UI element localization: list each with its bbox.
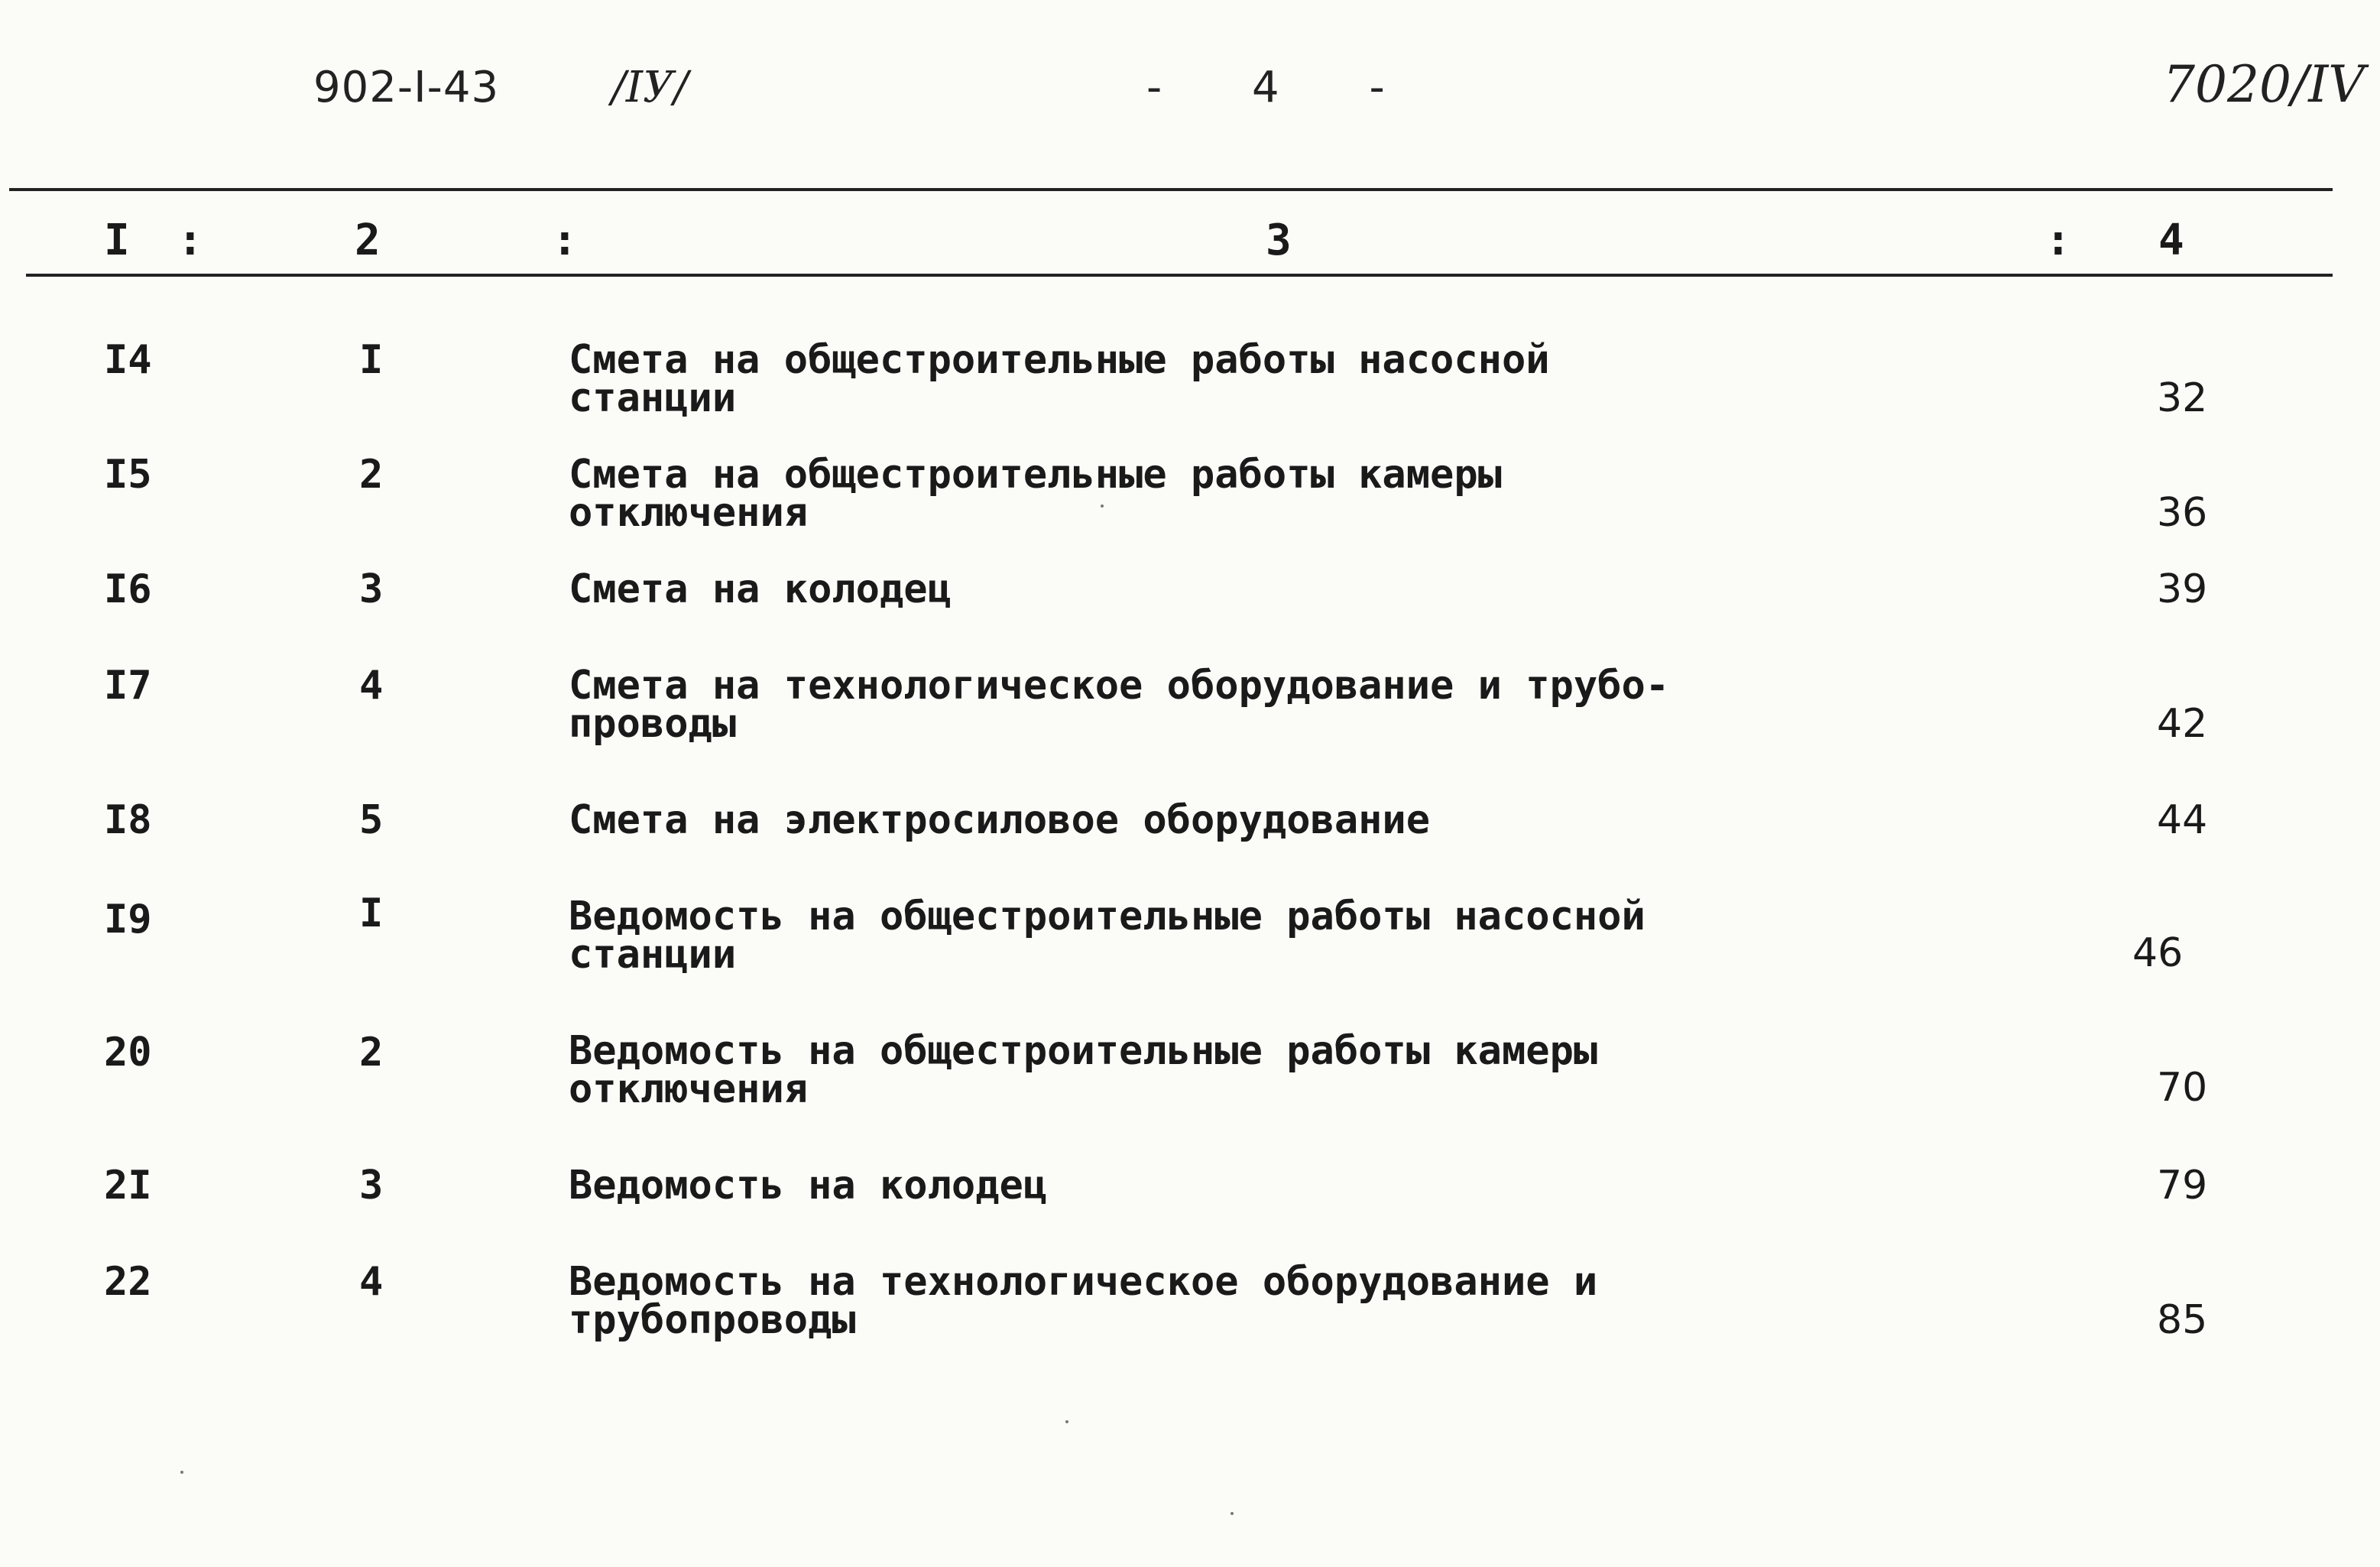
row-description bbox=[569, 1028, 1598, 1112]
description-line-2: отключения bbox=[569, 1066, 809, 1112]
page-number: - 4 - bbox=[1146, 63, 1423, 112]
row-page: 85 bbox=[2157, 1297, 2208, 1343]
row-number: I9 bbox=[104, 897, 152, 942]
row-page: 70 bbox=[2157, 1065, 2208, 1111]
column-heading-rule bbox=[26, 274, 2333, 277]
scan-speck bbox=[180, 1471, 183, 1474]
column-separator: : bbox=[552, 216, 578, 265]
description-line-1: Ведомость на технологическое оборудование и bbox=[569, 1259, 1598, 1305]
row-description bbox=[569, 663, 1670, 747]
column-heading-2: 2 bbox=[355, 216, 381, 265]
row-number: 20 bbox=[104, 1030, 152, 1075]
column-separator: : bbox=[2045, 216, 2071, 265]
description-line-2: трубопроводы bbox=[569, 1297, 856, 1343]
row-page: 46 bbox=[2132, 930, 2184, 976]
row-number: I7 bbox=[104, 663, 152, 709]
row-subnumber: 4 bbox=[359, 1259, 384, 1305]
row-subnumber: 3 bbox=[359, 1163, 384, 1209]
description-line-2: станции bbox=[569, 375, 737, 421]
row-page: 36 bbox=[2157, 490, 2208, 536]
scan-speck bbox=[1101, 504, 1104, 508]
description-line-2: проводы bbox=[569, 701, 737, 747]
row-number: I6 bbox=[104, 566, 152, 612]
description-line-1: Ведомость на общестроительные работы камеры bbox=[569, 1028, 1598, 1074]
column-heading-4: 4 bbox=[2158, 216, 2184, 265]
row-description bbox=[569, 566, 952, 612]
row-description bbox=[569, 894, 1646, 978]
header-rule bbox=[9, 188, 2333, 191]
row-subnumber: I bbox=[359, 337, 384, 383]
column-separator: : bbox=[177, 216, 203, 265]
description-line-1: Смета на колодец bbox=[569, 566, 952, 612]
description-line-1: Смета на технологическое оборудование и трубо- bbox=[569, 663, 1670, 709]
row-subnumber: 4 bbox=[359, 663, 384, 709]
description-line-2: станции bbox=[569, 932, 737, 978]
description-line-1: Смета на общестроительные работы камеры bbox=[569, 452, 1502, 498]
scan-speck bbox=[1065, 1420, 1068, 1423]
row-number: I4 bbox=[104, 337, 152, 383]
document-code: 902-I-43 bbox=[313, 63, 500, 112]
row-page: 39 bbox=[2157, 566, 2208, 612]
sheet-marker: /IУ/ bbox=[611, 63, 689, 112]
row-subnumber: 5 bbox=[359, 797, 384, 843]
inventory-number: 7020/IV bbox=[2163, 55, 2365, 114]
description-line-1: Смета на электросиловое оборудование bbox=[569, 797, 1431, 843]
column-heading-1: I bbox=[104, 216, 130, 265]
row-subnumber: I bbox=[359, 891, 384, 936]
description-line-1: Смета на общестроительные работы насосной bbox=[569, 337, 1550, 383]
row-page: 42 bbox=[2157, 701, 2208, 747]
description-line-1: Ведомость на общестроительные работы насосной bbox=[569, 894, 1646, 939]
row-description bbox=[569, 337, 1550, 421]
row-page: 32 bbox=[2157, 375, 2208, 421]
row-description bbox=[569, 1163, 1048, 1209]
row-description bbox=[569, 452, 1502, 536]
row-number: I5 bbox=[104, 452, 152, 498]
row-page: 79 bbox=[2157, 1163, 2208, 1209]
description-line-2: отключения bbox=[569, 490, 809, 536]
row-subnumber: 3 bbox=[359, 566, 384, 612]
scan-speck bbox=[1231, 1512, 1234, 1515]
row-page: 44 bbox=[2157, 797, 2208, 843]
row-number: 22 bbox=[104, 1259, 152, 1305]
row-description bbox=[569, 1259, 1598, 1343]
row-number: 2I bbox=[104, 1163, 152, 1209]
row-subnumber: 2 bbox=[359, 1030, 384, 1075]
row-number: I8 bbox=[104, 797, 152, 843]
column-heading-3: 3 bbox=[1266, 216, 1292, 265]
row-subnumber: 2 bbox=[359, 452, 384, 498]
row-description bbox=[569, 797, 1431, 843]
description-line-1: Ведомость на колодец bbox=[569, 1163, 1048, 1209]
